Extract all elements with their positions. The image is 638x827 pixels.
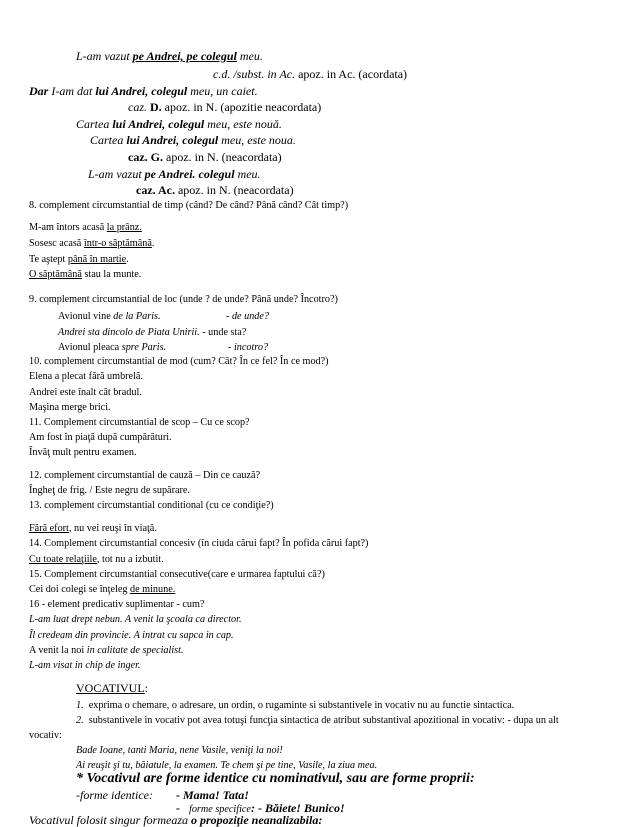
example-line: Sosesc acasă într-o săptămână. xyxy=(29,238,155,249)
question-note: - incotro? xyxy=(228,342,269,353)
example-line: Ai reuşit şi tu, băiatule, la examen. Te chem şi pe tine, Vasile, la ziua mea. xyxy=(76,760,378,771)
example-line: Dar I-am dat lui Andrei, colegul meu, un caiet. xyxy=(29,84,258,98)
section-heading: 9. complement circumstantial de loc (unde ? de unde? Până unde? Încotro?) xyxy=(29,294,338,305)
section-heading: 16 - element predicativ suplimentar - cum? xyxy=(29,599,205,610)
example-line: Îngheţ de frig. / Este negru de supărare. xyxy=(29,485,190,496)
example-line: L-am vazut pe Andrei. colegul meu. xyxy=(88,167,261,181)
example-line: A venit la noi in calitate de specialist. xyxy=(29,645,184,656)
example-line: Avionul pleaca spre Paris. xyxy=(58,342,167,353)
example-line: M-am întors acasă la prânz. xyxy=(29,222,142,233)
forms-examples: - Mama! Tata! xyxy=(176,788,249,802)
numbered-item: 2. substantivele in vocativ pot avea totuşi funcţia sintactica de atribut substantival apozitional in vocativ: - dupa un alt xyxy=(76,715,559,726)
example-line: L-am visat in chip de inger. xyxy=(29,660,141,671)
example-line: Andrei sta dincolo de Piata Unirii. - unde sta? xyxy=(58,327,247,338)
example-line: Cartea lui Andrei, colegul meu, este noua. xyxy=(90,133,296,147)
example-line: Avionul vine de la Paris. xyxy=(58,311,161,322)
example-line: Fără efort, nu vei reuşi în viaţă. xyxy=(29,523,157,534)
forms-line: - forme specifice: - Băiete! Bunico! xyxy=(176,801,345,815)
section-heading: 10. complement circumstantial de mod (cum? Cât? În ce fel? În ce mod?) xyxy=(29,356,329,367)
example-line: Te aştept până în martie. xyxy=(29,254,129,265)
section-heading: 13. complement circumstantial conditional (cu ce condiţie?) xyxy=(29,500,274,511)
example-line: Învăţ mult pentru examen. xyxy=(29,447,137,458)
question-note: - de unde? xyxy=(226,311,269,322)
analysis-line: caz. G. apoz. in N. (neacordata) xyxy=(128,150,282,164)
numbered-item: 1. exprima o chemare, o adresare, un ordin, o rugaminte si substantivele in vocativ nu au functie sintactica. xyxy=(76,700,515,711)
analysis-line: caz. Ac. apoz. in N. (neacordata) xyxy=(136,183,294,197)
analysis-line: caz. D. apoz. in N. (apozitie neacordata) xyxy=(128,100,322,114)
example-line: O săptămână stau la munte. xyxy=(29,269,142,280)
example-line: Bade Ioane, tanti Maria, nene Vasile, veniţi la noi! xyxy=(76,745,283,756)
forms-line: -forme identice: xyxy=(76,788,153,802)
example-line: Maşina merge brici. xyxy=(29,402,111,413)
example-line: Cu toate relaţiile, tot nu a izbutit. xyxy=(29,554,164,565)
example-line: L-am vazut pe Andrei, pe colegul meu. xyxy=(76,49,263,63)
vocative-heading: VOCATIVUL: xyxy=(76,681,149,695)
example-line: Cartea lui Andrei, colegul meu, este nouă. xyxy=(76,117,282,131)
example-line: Andrei este înalt cât bradul. xyxy=(29,387,142,398)
example-line: Cei doi colegi se înţeleg de minune. xyxy=(29,584,176,595)
final-line: Vocativul folosit singur formeaza o propoziţie neanalizabila: xyxy=(29,813,323,827)
example-line: L-am luat drept nebun. A venit la şcoala ca director. xyxy=(29,614,242,625)
section-heading: 15. Complement circumstantial consecutive(care e urmarea faptului că?) xyxy=(29,569,325,580)
note-line: * Vocativul are forme identice cu nominativul, sau are forme proprii: xyxy=(76,771,475,786)
example-line: Elena a plecat fără umbrelă. xyxy=(29,371,143,382)
section-heading: 11. Complement circumstantial de scop – Cu ce scop? xyxy=(29,417,250,428)
section-heading: 8. complement circumstantial de timp (când? De când? Până când? Cât timp?) xyxy=(29,200,349,211)
analysis-line: c.d. /subst. in Ac. apoz. in Ac. (acordata) xyxy=(213,67,408,81)
section-heading: 12. complement circumstantial de cauză – Din ce cauză? xyxy=(29,470,261,481)
section-heading: 14. Complement circumstantial concesiv (în ciuda cărui fapt? În pofida cărui fapt?) xyxy=(29,538,369,549)
example-line: Am fost în piaţă după cumpărături. xyxy=(29,432,172,443)
text-line: vocativ: xyxy=(29,730,62,741)
example-line: Îl credeam din provincie. A intrat cu sapca in cap. xyxy=(29,630,234,641)
